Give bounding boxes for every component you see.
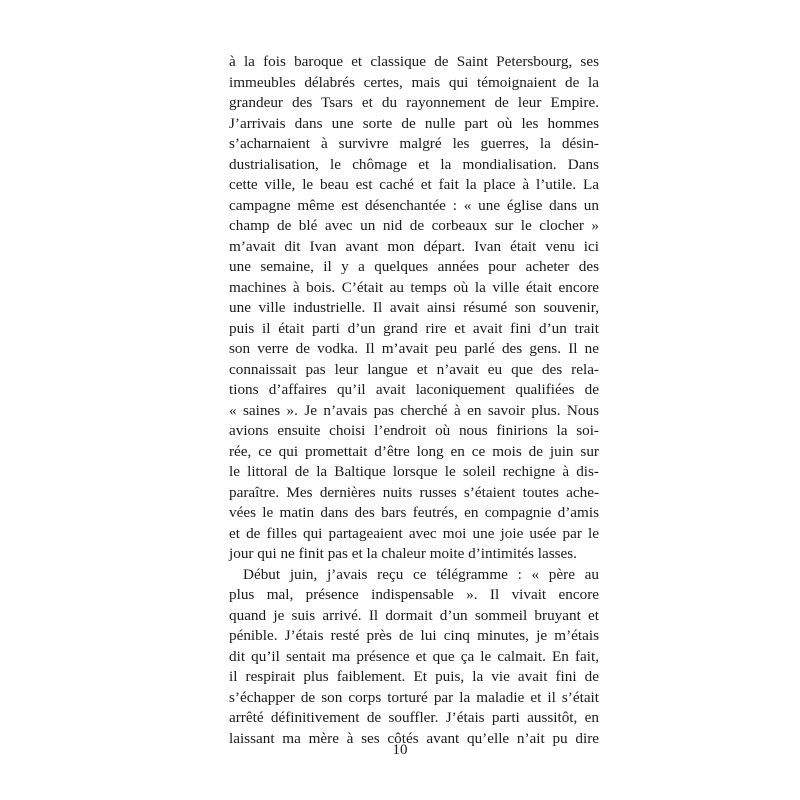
text-line: son verre de vodka. Il m’avait peu parlé des gens. Il ne [229,340,599,357]
text-line: m’avait dit Ivan avant mon départ. Ivan était venu ici [229,237,599,255]
text-line: une ville industrielle. Il avait ainsi résumé son souvenir, [229,299,599,316]
text-line: J’arrivais dans une sorte de nulle part où les hommes [229,114,599,132]
text-line: à la fois baroque et classique de Saint Petersbourg, ses [229,53,599,70]
text-line: pénible. J’étais resté près de lui cinq minutes, je m’étais [229,627,599,644]
text-line: paraître. Mes dernières nuits russes s’étaient toutes ache- [229,483,599,501]
body-text [229,52,599,749]
text-line: machines à bois. C’était au temps où la ville était encore [229,278,599,296]
text-line: cette ville, le beau est caché et fait la place à l’utile. La [229,176,599,193]
text-line: il respirait plus faiblement. Et puis, la vie avait fini de [229,668,599,685]
text-line: grandeur des Tsars et du rayonnement de leur Empire. [229,94,599,111]
text-line: avions ensuite choisi l’endroit où nous finirions la soi- [229,422,599,439]
text-line: dit qu’il sentait ma présence et que ça le calmait. En fait, [229,647,599,665]
text-line: puis il était parti d’un grand rire et avait fini d’un trait [229,319,599,337]
text-line: rée, ce qui promettait d’être long en ce mois de juin sur [229,442,599,460]
text-line: le littoral de la Baltique lorsque le soleil rechigne à dis- [229,463,599,480]
text-line: campagne même est désenchantée : « une église dans un [229,196,599,214]
text-line: « saines ». Je n’avais pas cherché à en savoir plus. Nous [229,401,599,419]
text-line: plus mal, présence indispensable ». Il vivait encore [229,586,599,603]
text-line: quand je suis arrivé. Il dormait d’un sommeil bruyant et [229,606,599,624]
text-line: vées le matin dans des bars feutrés, en compagnie d’amis [229,504,599,521]
text-line: jour qui ne finit pas et la chaleur moite d’intimités lasses. [229,545,577,562]
text-line: champ de blé avec un nid de corbeaux sur le clocher » [229,217,599,234]
text-line: immeubles délabrés certes, mais qui témoignaient de la [229,73,599,91]
text-line: Début juin, j’avais reçu ce télégramme : « père au [243,565,599,583]
text-line: une semaine, il y a quelques années pour acheter des [229,258,599,275]
page-number: 10 [392,742,408,758]
text-line: dustrialisation, le chômage et la mondialisation. Dans [229,155,599,173]
text-line: s’échapper de son corps torturé par la maladie et il s’était [229,688,599,706]
text-line: arrêté définitivement de souffler. J’étais parti aussitôt, en [229,709,599,726]
text-line: laissant ma mère à ses côtés avant qu’elle n’ait pu dire [229,729,599,747]
text-line: tions d’affaires qu’il avait laconiquement qualifiées de [229,381,599,398]
text-line: s’acharnaient à survivre malgré les guerres, la désin- [229,135,599,152]
text-line: et de filles qui partageaient avec moi une joie usée par le [229,524,599,542]
text-line: connaissait pas leur langue et n’avait eu que des rela- [229,360,599,378]
